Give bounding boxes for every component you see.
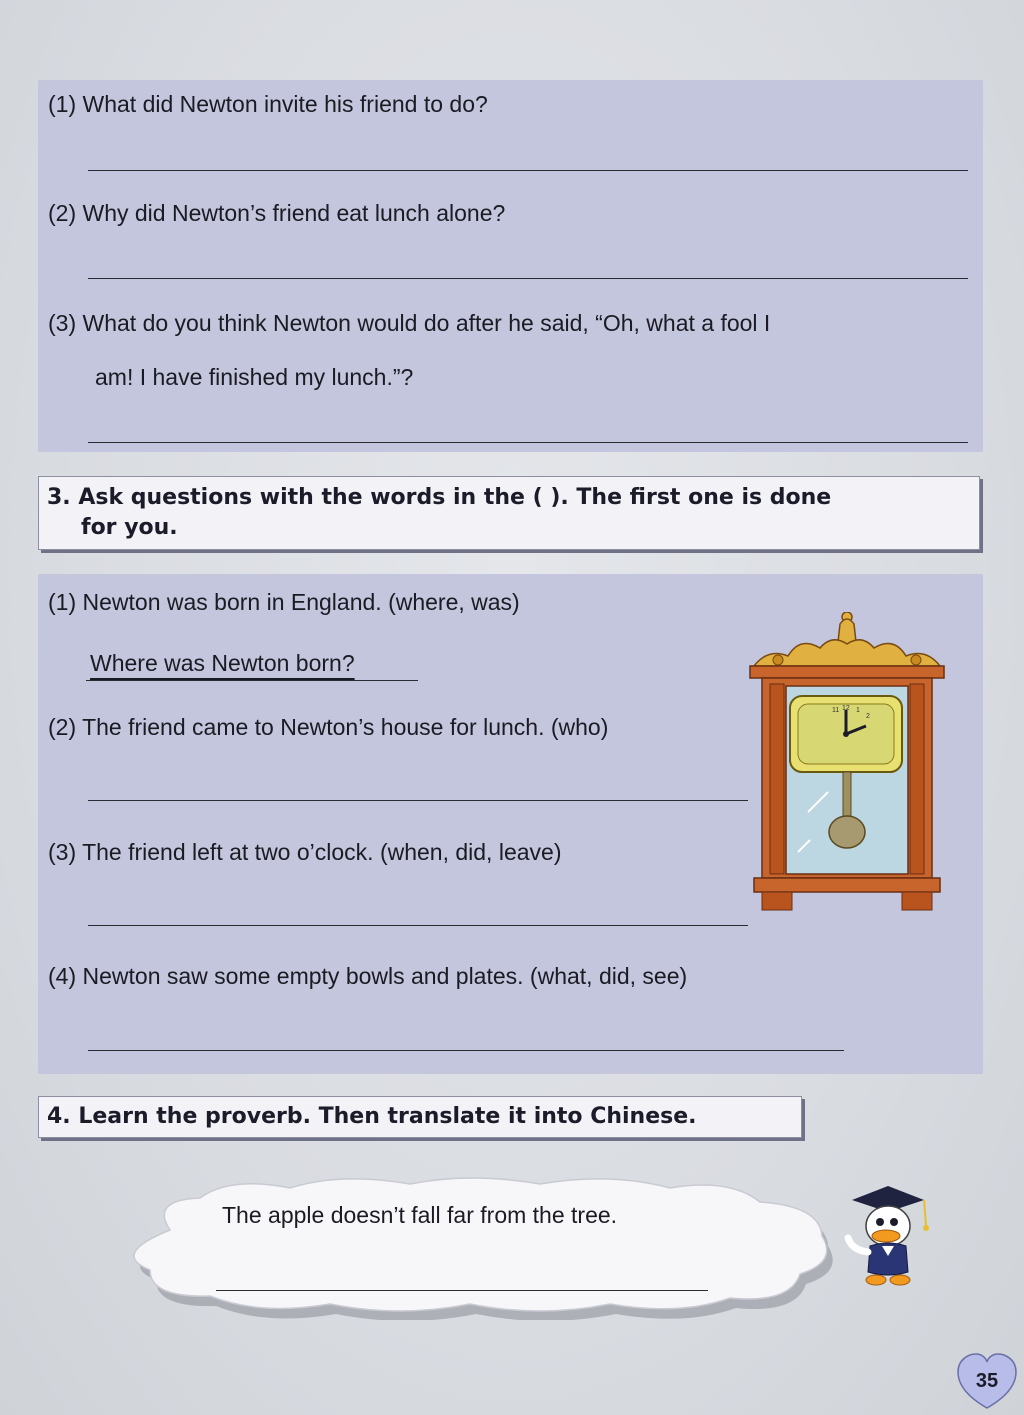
comprehension-questions-panel [38,80,983,452]
page-number: 35 [975,1370,999,1392]
question-2-1: (1) What did Newton invite his friend to do? [48,91,488,117]
question-3-3: (3) The friend left at two o’clock. (when, did, leave) [48,839,562,865]
section-4-heading-text: 4. Learn the proverb. Then translate it into Chinese. [47,1104,697,1129]
section-3-heading [38,476,980,550]
question-3-4: (4) Newton saw some empty bowls and plates. (what, did, see) [48,963,688,989]
question-2-3: (3) What do you think Newton would do after he said, “Oh, what a fool I [48,310,771,336]
clock-numeral: 2 [866,713,870,720]
section-3-heading-line-2: for you. [81,515,178,540]
question-3-1: (1) Newton was born in England. (where, was) [48,589,520,615]
section-4-heading [38,1096,802,1138]
graduate-duck-icon [842,1182,934,1288]
proverb-cloud [110,1170,840,1320]
clock-numeral: 12 [842,705,850,712]
example-answer: Where was Newton born? [90,650,355,676]
example-answer-underline [86,680,418,681]
pendulum-clock-icon [748,612,946,912]
answer-line-3-3[interactable] [88,925,748,926]
clock-numeral: 1 [856,707,860,714]
question-2-3-continued: am! I have finished my lunch.”? [95,364,414,390]
answer-line-3-4[interactable] [88,1050,844,1051]
answer-line-2-2[interactable] [88,278,968,279]
proverb-text: The apple doesn’t fall far from the tree. [222,1202,618,1228]
translation-line[interactable] [216,1290,708,1291]
answer-line-3-2[interactable] [88,800,748,801]
page-number-badge [956,1352,1018,1410]
answer-line-2-1[interactable] [88,170,968,171]
question-3-2: (2) The friend came to Newton’s house for lunch. (who) [48,714,609,740]
clock-numeral: 11 [832,707,840,714]
question-2-2: (2) Why did Newton’s friend eat lunch alone? [48,200,506,226]
answer-line-2-3[interactable] [88,442,968,443]
section-3-heading-line-1: 3. Ask questions with the words in the ( ). The first one is done [47,485,832,510]
